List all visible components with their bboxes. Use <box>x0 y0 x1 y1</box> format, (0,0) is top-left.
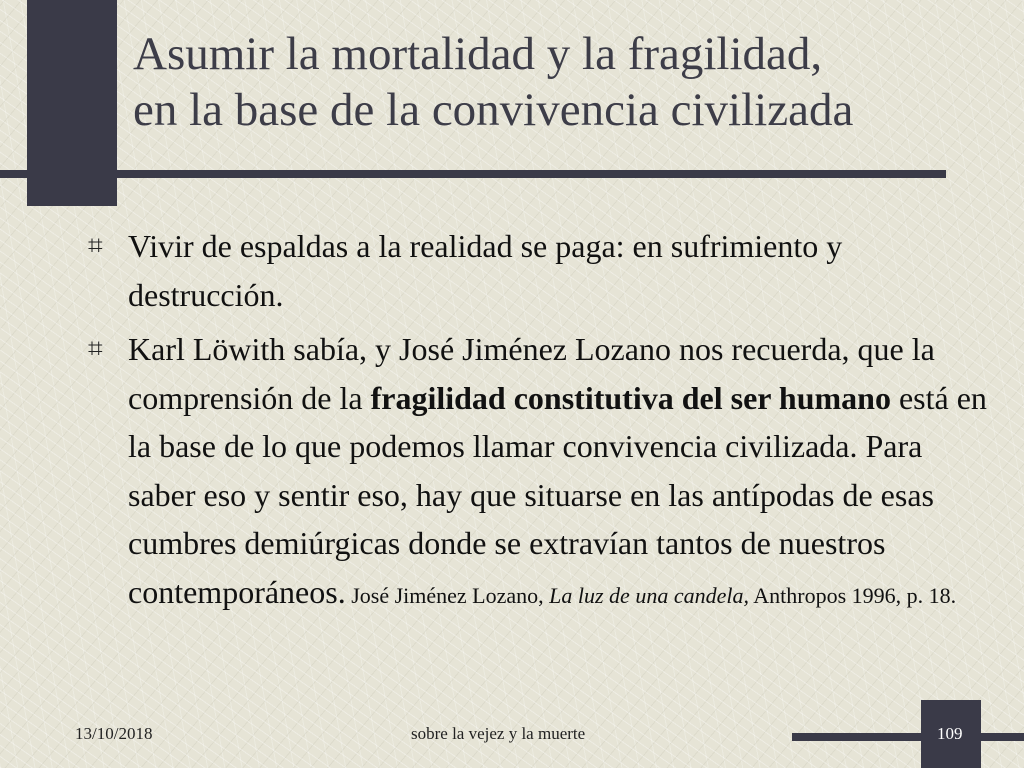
bullet-text: Karl Löwith sabía, y José Jiménez Lozano nos recuerda, que la comprensión de la <box>128 331 935 416</box>
page-number: 109 <box>937 724 963 743</box>
footer-date: 13/10/2018 <box>75 724 153 743</box>
title-divider-line <box>0 170 946 178</box>
bullet-item <box>88 325 988 620</box>
bullet-text: Vivir de espaldas a la realidad se paga: en sufrimiento y destrucción. <box>128 228 843 313</box>
footer-title: sobre la vejez y la muerte <box>411 724 586 743</box>
citation-author: José Jiménez Lozano, <box>345 582 550 608</box>
slide-body <box>88 222 988 626</box>
slide-title <box>133 26 1013 138</box>
bullet-text-continued: está en la base de lo que podemos llamar convivencia civilizada. Para saber eso y sentir eso, hay que situarse en las antípodas de esas cumbres demiúrgicas donde se extravían tantos de nuestros contemporáneos. <box>128 379 987 610</box>
citation <box>346 583 956 608</box>
hash-bullet-icon: ⌗ <box>88 231 103 260</box>
hash-bullet-icon: ⌗ <box>88 334 103 363</box>
footer-line <box>792 733 1024 741</box>
citation-book-title: La luz de una candela, <box>549 582 749 608</box>
title-line-2: en la base de la convivencia civilizada <box>133 84 854 136</box>
title-line-1: Asumir la mortalidad y la fragilidad, <box>133 28 823 80</box>
citation-publisher: Anthropos 1996, p. 18. <box>748 582 957 608</box>
bullet-item <box>88 222 988 319</box>
bullet-emphasis: fragilidad constitutiva del ser humano <box>370 379 891 416</box>
